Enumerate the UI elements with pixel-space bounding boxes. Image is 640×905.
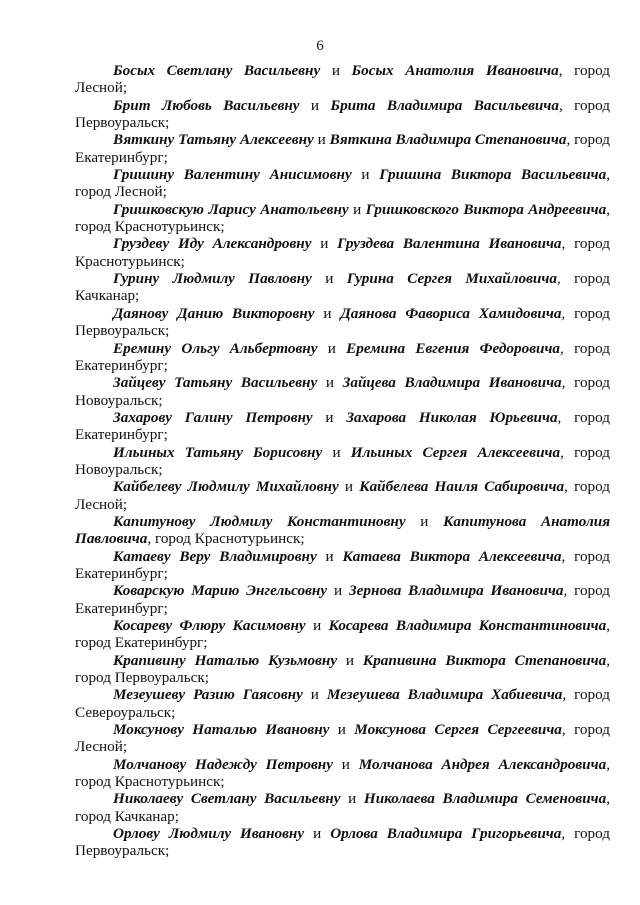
- city: , город Екатеринбург;: [75, 582, 611, 617]
- conjunction: и: [337, 721, 346, 739]
- wife-name: Моксунову Наталью Ивановну: [113, 721, 330, 739]
- list-item: [75, 62, 610, 97]
- city: , город Лесной;: [75, 478, 610, 513]
- conjunction: и: [348, 790, 357, 808]
- city: , город Первоуральск;: [75, 96, 611, 132]
- city: , город Первоуральск;: [75, 304, 611, 340]
- list-item: [75, 131, 610, 166]
- conjunction: и: [361, 166, 370, 184]
- conjunction: и: [325, 374, 334, 392]
- list-item: [75, 409, 610, 444]
- wife-name: Гурину Людмилу Павловну: [113, 270, 312, 288]
- conjunction: и: [317, 131, 326, 149]
- list-item: [75, 235, 610, 270]
- city: , город Лесной;: [75, 62, 611, 97]
- wife-name: Николаеву Светлану Васильевну: [113, 790, 341, 808]
- list-item: [75, 478, 610, 513]
- list-item: [75, 444, 610, 479]
- conjunction: и: [310, 686, 319, 704]
- conjunction: и: [341, 755, 350, 773]
- wife-name: Брит Любовь Васильевну: [113, 96, 300, 114]
- husband-name: Косарева Владимира Константиновича: [328, 617, 607, 634]
- wife-name: Босых Светлану Васильевну: [113, 62, 321, 79]
- husband-name: Зайцева Владимира Ивановича: [342, 374, 562, 392]
- city: , город Краснотурьинск;: [75, 235, 610, 270]
- wife-name: Орлову Людмилу Ивановну: [113, 825, 305, 843]
- husband-name: Даянова Фавориса Хамидовича: [340, 304, 562, 322]
- list-item: [75, 617, 610, 652]
- husband-name: Ильиных Сергея Алексеевича: [350, 443, 561, 461]
- conjunction: и: [331, 62, 340, 79]
- conjunction: и: [353, 200, 362, 218]
- city: , город Краснотурьинск;: [147, 530, 305, 548]
- city: , город Екатеринбург;: [75, 339, 611, 374]
- wife-name: Косареву Флюру Касимовну: [113, 617, 306, 634]
- husband-name: Зернова Владимира Ивановича: [348, 582, 564, 600]
- husband-name: Крапивина Виктора Степановича: [362, 651, 607, 669]
- list-item: [75, 340, 610, 375]
- husband-name: Николаева Владимира Семеновича: [363, 790, 607, 808]
- city: , город Первоуральск;: [75, 651, 611, 687]
- city: , город Лесной;: [75, 166, 611, 201]
- list-item: [75, 201, 610, 236]
- wife-name: Вяткину Татьяну Алексеевну: [113, 131, 314, 149]
- wife-name: Капитунову Людмилу Константиновну: [113, 512, 406, 530]
- conjunction: и: [310, 96, 320, 114]
- conjunction: и: [313, 617, 322, 634]
- wife-name: Коварскую Марию Энгельсовну: [113, 582, 328, 600]
- city: , город Североуральск;: [75, 686, 611, 721]
- wife-name: Гришковскую Ларису Анатольевну: [113, 200, 349, 218]
- husband-name: Груздева Валентина Ивановича: [337, 235, 562, 253]
- conjunction: и: [323, 304, 332, 322]
- award-list: [75, 62, 610, 860]
- city: , город Краснотурьинск;: [75, 200, 611, 236]
- list-item: [75, 686, 610, 721]
- list-item: [75, 825, 610, 860]
- city: , город Первоуральск;: [75, 825, 611, 860]
- list-item: [75, 721, 610, 756]
- list-item: [75, 374, 610, 409]
- city: , город Екатеринбург;: [75, 617, 611, 652]
- list-item: [75, 97, 610, 132]
- list-item: [75, 756, 610, 791]
- husband-name: Захарова Николая Юрьевича: [346, 408, 558, 426]
- conjunction: и: [325, 408, 334, 426]
- wife-name: Зайцеву Татьяну Васильевну: [113, 374, 318, 392]
- list-item: [75, 548, 610, 583]
- conjunction: и: [345, 651, 355, 669]
- wife-name: Даянову Данию Викторовну: [113, 304, 315, 322]
- wife-name: Груздеву Иду Александровну: [113, 235, 312, 253]
- husband-name: Орлова Владимира Григорьевича: [330, 825, 562, 843]
- husband-name: Еремина Евгения Федоровича: [346, 339, 561, 357]
- city: , город Новоуральск;: [75, 374, 611, 409]
- wife-name: Кайбелеву Людмилу Михайловну: [113, 478, 339, 496]
- husband-name: Капитунова Анатолия Павловича: [75, 512, 611, 548]
- city: , город Новоуральск;: [75, 443, 611, 478]
- husband-name: Вяткина Владимира Степановича: [329, 131, 567, 149]
- wife-name: Молчанову Надежду Петровну: [113, 755, 333, 773]
- wife-name: Захарову Галину Петровну: [113, 408, 313, 426]
- conjunction: и: [313, 825, 322, 843]
- conjunction: и: [327, 339, 336, 357]
- husband-name: Моксунова Сергея Сергеевича: [354, 721, 562, 739]
- list-item: [75, 270, 610, 305]
- city: , город Екатеринбург;: [75, 131, 610, 166]
- page-number: 6: [316, 38, 324, 54]
- city: , город Екатеринбург;: [75, 547, 611, 582]
- conjunction: и: [325, 270, 334, 288]
- city: , город Лесной;: [75, 721, 610, 756]
- husband-name: Босых Анатолия Ивановича: [351, 62, 559, 79]
- list-item: [75, 166, 610, 201]
- wife-name: Гришину Валентину Анисимовну: [113, 166, 352, 184]
- wife-name: Мезеушеву Разию Гаясовну: [113, 686, 303, 704]
- list-item: [75, 790, 610, 825]
- conjunction: и: [344, 478, 354, 496]
- city: , город Качканар;: [75, 790, 611, 825]
- conjunction: и: [420, 512, 429, 530]
- city: , город Качканар;: [75, 270, 611, 305]
- list-item: [75, 513, 610, 548]
- list-item: [75, 582, 610, 617]
- wife-name: Крапивину Наталью Кузьмовну: [113, 651, 338, 669]
- wife-name: Еремину Ольгу Альбертовну: [113, 339, 318, 357]
- conjunction: и: [332, 443, 341, 461]
- husband-name: Гришина Виктора Васильевича: [379, 166, 607, 184]
- husband-name: Молчанова Андрея Александровича: [358, 755, 607, 773]
- list-item: [75, 305, 610, 340]
- wife-name: Катаеву Веру Владимировну: [113, 547, 317, 565]
- city: , город Екатеринбург;: [75, 408, 611, 444]
- husband-name: Мезеушева Владимира Хабиевича: [326, 686, 563, 704]
- husband-name: Брита Владимира Васильевича: [330, 96, 559, 114]
- conjunction: и: [333, 582, 343, 600]
- city: , город Краснотурьинск;: [75, 755, 610, 791]
- husband-name: Гурина Сергея Михайловича: [346, 270, 557, 288]
- wife-name: Ильиных Татьяну Борисовну: [113, 443, 323, 461]
- husband-name: Кайбелева Наиля Сабировича: [359, 478, 565, 496]
- list-item: [75, 652, 610, 687]
- conjunction: и: [320, 235, 329, 253]
- husband-name: Катаева Виктора Алексеевича: [342, 547, 562, 565]
- husband-name: Гришковского Виктора Андреевича: [365, 200, 607, 218]
- conjunction: и: [325, 547, 334, 565]
